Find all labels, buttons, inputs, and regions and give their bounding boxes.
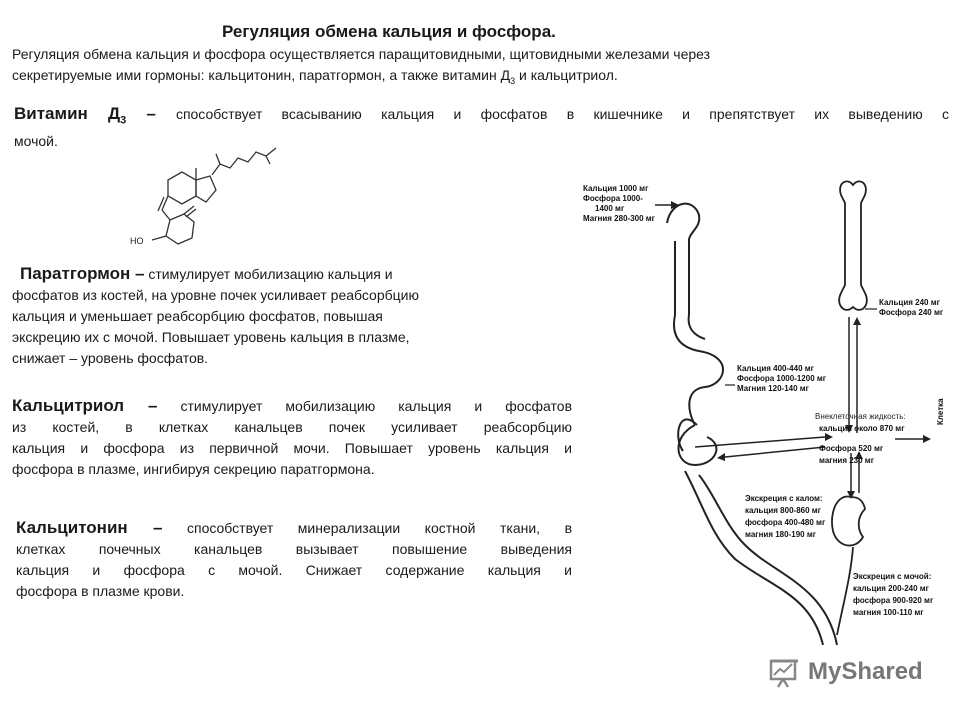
absorption-label [737,364,827,393]
bone-arrow-up-head [853,317,861,325]
intro-line-2-text: секретируемые ими гормоны: кальцитонин, паратгормон, а также витамин Д [12,67,511,83]
svg-text:кальция около 870 мг: кальция около 870 мг [819,424,905,433]
svg-text:магния 230 мг: магния 230 мг [819,456,875,465]
intro-line-2-end: и кальцитриол. [515,67,618,83]
calcitonin-paragraph [16,517,572,602]
calcitonin-line-4: фосфора в плазме крови. [16,583,185,599]
paratgormon-line-5: снижает – уровень фосфатов. [12,350,209,366]
vitamin-text-1: способствует всасыванию кальция и фосфатов в кишечнике и препятствует их выведению с [175,106,949,122]
feces-label [745,494,826,539]
calcium-metabolism-diagram [575,175,955,650]
calcitonin-heading: Кальцитонин – [16,518,163,537]
vitamin-d3-structure [120,140,290,255]
digestive-tract [667,204,837,645]
molecule-drawing [120,140,290,250]
page-title: Регуляция обмена кальция и фосфора. [222,22,556,41]
calcitriol-line-4: фосфора в плазме, ингибируя секрецию паратгормона. [12,461,375,477]
presentation-icon [768,655,802,689]
paratgormon-line-1: Паратгормон – стимулирует мобилизацию кальция и [20,264,393,283]
vitamin-heading: Витамин $Д_3$ – [14,104,176,127]
secretion-arrow [725,447,825,457]
calcitriol-line-2: из костей, в клетках канальцев почек усиливает реабсорбцию [12,419,572,435]
paratgormon-line-3: кальция и уменьшает реабсорбцию фосфатов, повышая [12,308,383,324]
svg-text:кальция 800-860 мг: кальция 800-860 мг [745,506,822,515]
svg-text:Магния 120-140 мг: Магния 120-140 мг [737,384,810,393]
paratgormon-line-2: фосфатов из костей, на уровне почек усиливает реабсорбцию [12,287,419,303]
svg-text:Экскреция с калом:: Экскреция с калом: [745,494,823,503]
secretion-arrow-head [717,453,725,461]
intake-label [583,184,656,223]
svg-text:1400 мг: 1400 мг [595,204,625,213]
intro-line-1: Регуляция обмена кальция и фосфора осуществляется паращитовидными, щитовидными железами через [12,46,711,62]
urine-label [853,572,934,617]
absorption-arrow-head [825,433,833,441]
svg-text:Внеклеточная жидкость:: Внеклеточная жидкость: [815,412,906,421]
paratgormon-line-4: экскрецию их с мочой. Повышает уровень кальция в плазме, [12,329,410,345]
paratgormon-paragraph [12,263,512,369]
svg-text:Кальция 400-440 мг: Кальция 400-440 мг [737,364,814,373]
calcitonin-line-1: Кальцитонин – способствует минерализации костной ткани, в [16,518,573,537]
svg-text:Магния 280-300 мг: Магния 280-300 мг [583,214,656,223]
svg-text:Кальция 1000 мг: Кальция 1000 мг [583,184,649,193]
diagram-svg [575,175,955,645]
cell-label: Клетка [936,398,945,425]
vitamin-line-1 [14,103,949,131]
hydroxyl-label: HO [130,236,144,246]
intro-paragraph [12,44,912,92]
svg-text:фосфора 400-480 мг: фосфора 400-480 мг [745,518,826,527]
svg-text:магния 180-190 мг: магния 180-190 мг [745,530,817,539]
vitamin-line-2: мочой. [14,133,58,150]
intro-subscript: 3 [510,75,516,86]
bone-label [879,298,944,317]
bone-icon [839,181,867,310]
calcitriol-line-1: Кальцитриол – стимулирует мобилизацию кальция и фосфатов [12,396,573,415]
calcitriol-paragraph [12,395,572,480]
svg-text:фосфора 900-920 мг: фосфора 900-920 мг [853,596,934,605]
myshared-logo [768,655,923,689]
svg-text:кальция 200-240 мг: кальция 200-240 мг [853,584,930,593]
calcitriol-heading: Кальцитриол – [12,396,158,415]
cell-arrow-head [923,435,931,443]
calcitriol-line-3: кальция и фосфора из первичной мочи. Повышает уровень кальция и [12,440,572,456]
svg-text:Фосфора 1000-: Фосфора 1000- [583,194,643,203]
intro-line-2 [12,65,912,92]
svg-text:Кальция 240 мг: Кальция 240 мг [879,298,940,307]
calcitonin-line-2: клетках почечных канальцев вызывает повышение выведения [16,541,572,557]
logo-text: MyShared [808,658,923,685]
svg-text:Фосфора 520 мг: Фосфора 520 мг [819,444,884,453]
svg-text:магния 100-110 мг: магния 100-110 мг [853,608,924,617]
svg-text:Фосфора 1000-1200 мг: Фосфора 1000-1200 мг [737,374,827,383]
svg-text:Экскреция с мочой:: Экскреция с мочой: [853,572,932,581]
calcitonin-line-3: кальция и фосфора с мочой. Снижает содержание кальция и [16,562,572,578]
paratgormon-heading: Паратгормон – [20,264,145,283]
svg-text:Фосфора 240 мг: Фосфора 240 мг [879,308,944,317]
